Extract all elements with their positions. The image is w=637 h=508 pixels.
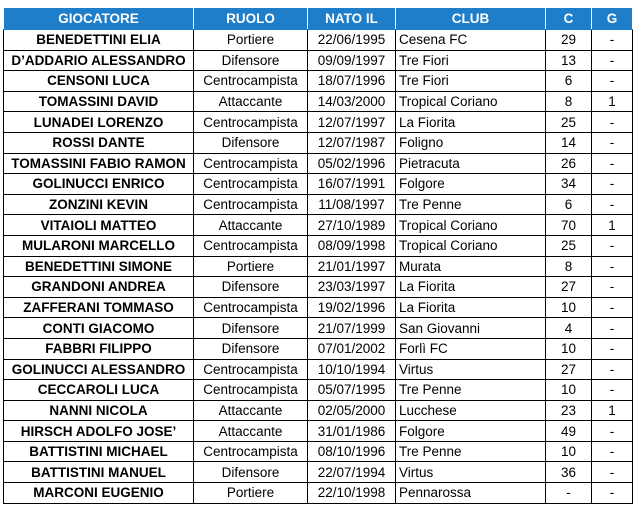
- goals-cell: -: [592, 359, 633, 380]
- club-cell: Tre Penne: [396, 194, 546, 215]
- goals-cell: -: [592, 318, 633, 339]
- caps-cell: 10: [546, 441, 592, 462]
- table-row: [4, 421, 633, 442]
- club-cell: Virtus: [396, 462, 546, 483]
- caps-cell: 25: [546, 112, 592, 133]
- birth-date-cell: 08/09/1998: [308, 235, 396, 256]
- table-row: [4, 338, 633, 359]
- role-cell: Centrocampista: [194, 441, 308, 462]
- table-body: [4, 30, 633, 504]
- goals-cell: -: [592, 235, 633, 256]
- caps-cell: 14: [546, 132, 592, 153]
- player-name-cell: CECCAROLI LUCA: [4, 380, 194, 401]
- role-cell: Attaccante: [194, 421, 308, 442]
- table-row: [4, 50, 633, 71]
- table-row: [4, 400, 633, 421]
- role-cell: Centrocampista: [194, 174, 308, 195]
- goals-cell: -: [592, 153, 633, 174]
- birth-date-cell: 09/09/1997: [308, 50, 396, 71]
- birth-date-cell: 12/07/1987: [308, 132, 396, 153]
- table-row: [4, 318, 633, 339]
- goals-cell: -: [592, 441, 633, 462]
- goals-cell: -: [592, 71, 633, 92]
- caps-cell: 10: [546, 380, 592, 401]
- goals-cell: -: [592, 277, 633, 298]
- goals-cell: -: [592, 30, 633, 51]
- goals-cell: -: [592, 380, 633, 401]
- birth-date-cell: 18/07/1996: [308, 71, 396, 92]
- table-row: [4, 215, 633, 236]
- role-cell: Difensore: [194, 277, 308, 298]
- player-name-cell: TOMASSINI FABIO RAMON: [4, 153, 194, 174]
- birth-date-cell: 05/07/1995: [308, 380, 396, 401]
- caps-cell: 70: [546, 215, 592, 236]
- goals-cell: 1: [592, 215, 633, 236]
- header-nato-il: NATO IL: [308, 8, 396, 30]
- table-row: [4, 174, 633, 195]
- table-row: [4, 277, 633, 298]
- table-row: [4, 132, 633, 153]
- header-caps: C: [546, 8, 592, 30]
- club-cell: Tre Fiori: [396, 50, 546, 71]
- goals-cell: -: [592, 338, 633, 359]
- player-name-cell: BATTISTINI MANUEL: [4, 462, 194, 483]
- club-cell: La Fiorita: [396, 297, 546, 318]
- caps-cell: 6: [546, 71, 592, 92]
- caps-cell: 29: [546, 30, 592, 51]
- goals-cell: -: [592, 50, 633, 71]
- goals-cell: -: [592, 174, 633, 195]
- header-row: [4, 8, 633, 30]
- header-club: CLUB: [396, 8, 546, 30]
- caps-cell: 27: [546, 277, 592, 298]
- player-name-cell: GOLINUCCI ALESSANDRO: [4, 359, 194, 380]
- goals-cell: -: [592, 132, 633, 153]
- player-name-cell: MULARONI MARCELLO: [4, 235, 194, 256]
- table-row: [4, 359, 633, 380]
- table-row: [4, 153, 633, 174]
- birth-date-cell: 22/10/1998: [308, 483, 396, 504]
- club-cell: Folgore: [396, 174, 546, 195]
- birth-date-cell: 02/05/2000: [308, 400, 396, 421]
- role-cell: Centrocampista: [194, 297, 308, 318]
- birth-date-cell: 22/07/1994: [308, 462, 396, 483]
- birth-date-cell: 22/06/1995: [308, 30, 396, 51]
- club-cell: Tropical Coriano: [396, 235, 546, 256]
- caps-cell: 13: [546, 50, 592, 71]
- goals-cell: -: [592, 256, 633, 277]
- goals-cell: -: [592, 421, 633, 442]
- player-name-cell: CONTI GIACOMO: [4, 318, 194, 339]
- goals-cell: 1: [592, 400, 633, 421]
- player-name-cell: BENEDETTINI ELIA: [4, 30, 194, 51]
- club-cell: Lucchese: [396, 400, 546, 421]
- birth-date-cell: 16/07/1991: [308, 174, 396, 195]
- player-name-cell: FABBRI FILIPPO: [4, 338, 194, 359]
- club-cell: Tre Fiori: [396, 71, 546, 92]
- goals-cell: -: [592, 462, 633, 483]
- birth-date-cell: 11/08/1997: [308, 194, 396, 215]
- table-row: [4, 380, 633, 401]
- caps-cell: 4: [546, 318, 592, 339]
- club-cell: Pennarossa: [396, 483, 546, 504]
- caps-cell: 23: [546, 400, 592, 421]
- player-name-cell: D’ADDARIO ALESSANDRO: [4, 50, 194, 71]
- club-cell: Cesena FC: [396, 30, 546, 51]
- player-name-cell: GRANDONI ANDREA: [4, 277, 194, 298]
- role-cell: Centrocampista: [194, 153, 308, 174]
- role-cell: Difensore: [194, 318, 308, 339]
- role-cell: Portiere: [194, 30, 308, 51]
- table-row: [4, 441, 633, 462]
- table-row: [4, 297, 633, 318]
- goals-cell: 1: [592, 91, 633, 112]
- roster-table: [3, 7, 633, 504]
- birth-date-cell: 31/01/1986: [308, 421, 396, 442]
- birth-date-cell: 10/10/1994: [308, 359, 396, 380]
- role-cell: Centrocampista: [194, 380, 308, 401]
- club-cell: Tropical Coriano: [396, 91, 546, 112]
- club-cell: Pietracuta: [396, 153, 546, 174]
- player-name-cell: BATTISTINI MICHAEL: [4, 441, 194, 462]
- birth-date-cell: 05/02/1996: [308, 153, 396, 174]
- role-cell: Portiere: [194, 483, 308, 504]
- club-cell: Murata: [396, 256, 546, 277]
- player-name-cell: MARCONI EUGENIO: [4, 483, 194, 504]
- player-name-cell: ZAFFERANI TOMMASO: [4, 297, 194, 318]
- caps-cell: 26: [546, 153, 592, 174]
- caps-cell: 49: [546, 421, 592, 442]
- header-ruolo: RUOLO: [194, 8, 308, 30]
- table-row: [4, 112, 633, 133]
- role-cell: Difensore: [194, 338, 308, 359]
- birth-date-cell: 08/10/1996: [308, 441, 396, 462]
- role-cell: Centrocampista: [194, 112, 308, 133]
- table-row: [4, 91, 633, 112]
- club-cell: Folgore: [396, 421, 546, 442]
- birth-date-cell: 14/03/2000: [308, 91, 396, 112]
- role-cell: Centrocampista: [194, 194, 308, 215]
- role-cell: Difensore: [194, 132, 308, 153]
- player-name-cell: GOLINUCCI ENRICO: [4, 174, 194, 195]
- club-cell: San Giovanni: [396, 318, 546, 339]
- goals-cell: -: [592, 112, 633, 133]
- club-cell: Tre Penne: [396, 441, 546, 462]
- birth-date-cell: 19/02/1996: [308, 297, 396, 318]
- caps-cell: 27: [546, 359, 592, 380]
- table-row: [4, 30, 633, 51]
- club-cell: Forlì FC: [396, 338, 546, 359]
- caps-cell: 25: [546, 235, 592, 256]
- birth-date-cell: 21/07/1999: [308, 318, 396, 339]
- role-cell: Attaccante: [194, 91, 308, 112]
- caps-cell: 34: [546, 174, 592, 195]
- player-name-cell: ZONZINI KEVIN: [4, 194, 194, 215]
- table-row: [4, 194, 633, 215]
- role-cell: Attaccante: [194, 215, 308, 236]
- player-name-cell: ROSSI DANTE: [4, 132, 194, 153]
- player-name-cell: BENEDETTINI SIMONE: [4, 256, 194, 277]
- table-header: [4, 8, 633, 30]
- caps-cell: 10: [546, 338, 592, 359]
- player-name-cell: LUNADEI LORENZO: [4, 112, 194, 133]
- caps-cell: 8: [546, 91, 592, 112]
- club-cell: Foligno: [396, 132, 546, 153]
- role-cell: Centrocampista: [194, 235, 308, 256]
- player-name-cell: HIRSCH ADOLFO JOSE’: [4, 421, 194, 442]
- birth-date-cell: 23/03/1997: [308, 277, 396, 298]
- club-cell: Tropical Coriano: [396, 215, 546, 236]
- goals-cell: -: [592, 194, 633, 215]
- caps-cell: 10: [546, 297, 592, 318]
- table-row: [4, 235, 633, 256]
- birth-date-cell: 27/10/1989: [308, 215, 396, 236]
- caps-cell: -: [546, 483, 592, 504]
- caps-cell: 8: [546, 256, 592, 277]
- role-cell: Difensore: [194, 462, 308, 483]
- caps-cell: 6: [546, 194, 592, 215]
- header-giocatore: GIOCATORE: [4, 8, 194, 30]
- club-cell: Virtus: [396, 359, 546, 380]
- goals-cell: -: [592, 297, 633, 318]
- club-cell: La Fiorita: [396, 277, 546, 298]
- player-name-cell: TOMASSINI DAVID: [4, 91, 194, 112]
- role-cell: Centrocampista: [194, 71, 308, 92]
- player-name-cell: CENSONI LUCA: [4, 71, 194, 92]
- birth-date-cell: 21/01/1997: [308, 256, 396, 277]
- table-row: [4, 256, 633, 277]
- role-cell: Portiere: [194, 256, 308, 277]
- player-name-cell: VITAIOLI MATTEO: [4, 215, 194, 236]
- table-row: [4, 483, 633, 504]
- player-name-cell: NANNI NICOLA: [4, 400, 194, 421]
- goals-cell: -: [592, 483, 633, 504]
- club-cell: La Fiorita: [396, 112, 546, 133]
- table-row: [4, 462, 633, 483]
- table-row: [4, 71, 633, 92]
- birth-date-cell: 12/07/1997: [308, 112, 396, 133]
- caps-cell: 36: [546, 462, 592, 483]
- role-cell: Attaccante: [194, 400, 308, 421]
- header-goals: G: [592, 8, 633, 30]
- role-cell: Centrocampista: [194, 359, 308, 380]
- club-cell: Tre Penne: [396, 380, 546, 401]
- birth-date-cell: 07/01/2002: [308, 338, 396, 359]
- role-cell: Difensore: [194, 50, 308, 71]
